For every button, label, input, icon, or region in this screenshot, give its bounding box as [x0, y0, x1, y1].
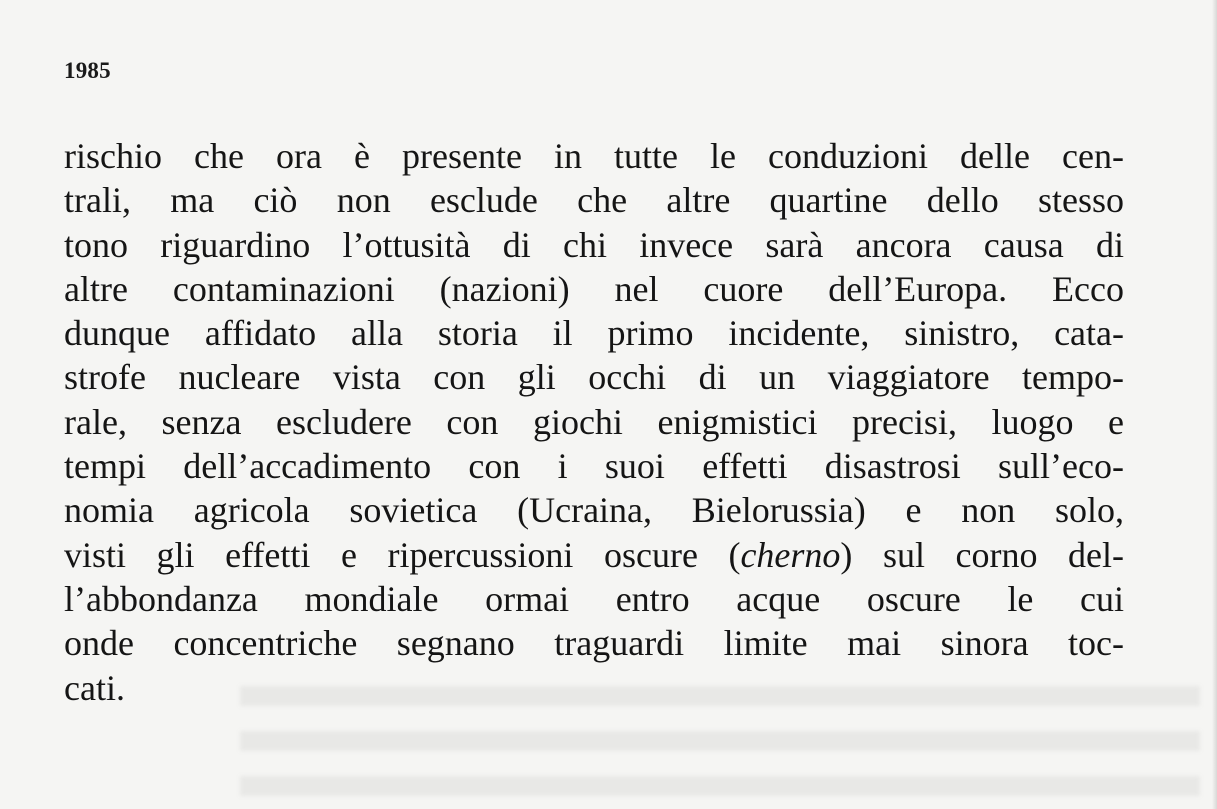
text-line: rale, senza escludere con giochi enigmistici precisi, luogo e [64, 401, 1124, 442]
text-line: nomia agricola sovietica (Ucraina, Bielorussia) e non solo, [64, 490, 1124, 531]
text-segment: visti gli effetti e ripercussioni oscure ( [64, 534, 741, 575]
page-edge [1212, 0, 1217, 809]
text-segment: ) sul corno del- [840, 534, 1124, 575]
text-line-with-italic [64, 533, 1124, 577]
text-line: onde concentriche segnano traguardi limite mai sinora toc- [64, 623, 1124, 664]
body-paragraph [64, 134, 1124, 710]
page-header-year: 1985 [64, 58, 111, 83]
text-line: trali, ma ciò non esclude che altre quartine dello stesso [64, 180, 1124, 221]
text-line: tempi dell’accadimento con i suoi effetti disastrosi sull’eco- [64, 446, 1124, 487]
text-line: strofe nucleare vista con gli occhi di un viaggiatore tempo- [64, 357, 1124, 398]
text-line: l’abbondanza mondiale ormai entro acque oscure le cui [64, 578, 1124, 619]
text-line-last: cati. [64, 667, 125, 708]
text-line: dunque affidato alla storia il primo incidente, sinistro, cata- [64, 313, 1124, 354]
italic-word: cherno [740, 534, 841, 575]
text-line: rischio che ora è presente in tutte le conduzioni delle cen- [64, 136, 1124, 176]
text-line: tono riguardino l’ottusità di chi invece sarà ancora causa di [64, 224, 1124, 265]
text-line: altre contaminazioni (nazioni) nel cuore dell’Europa. Ecco [64, 268, 1124, 309]
